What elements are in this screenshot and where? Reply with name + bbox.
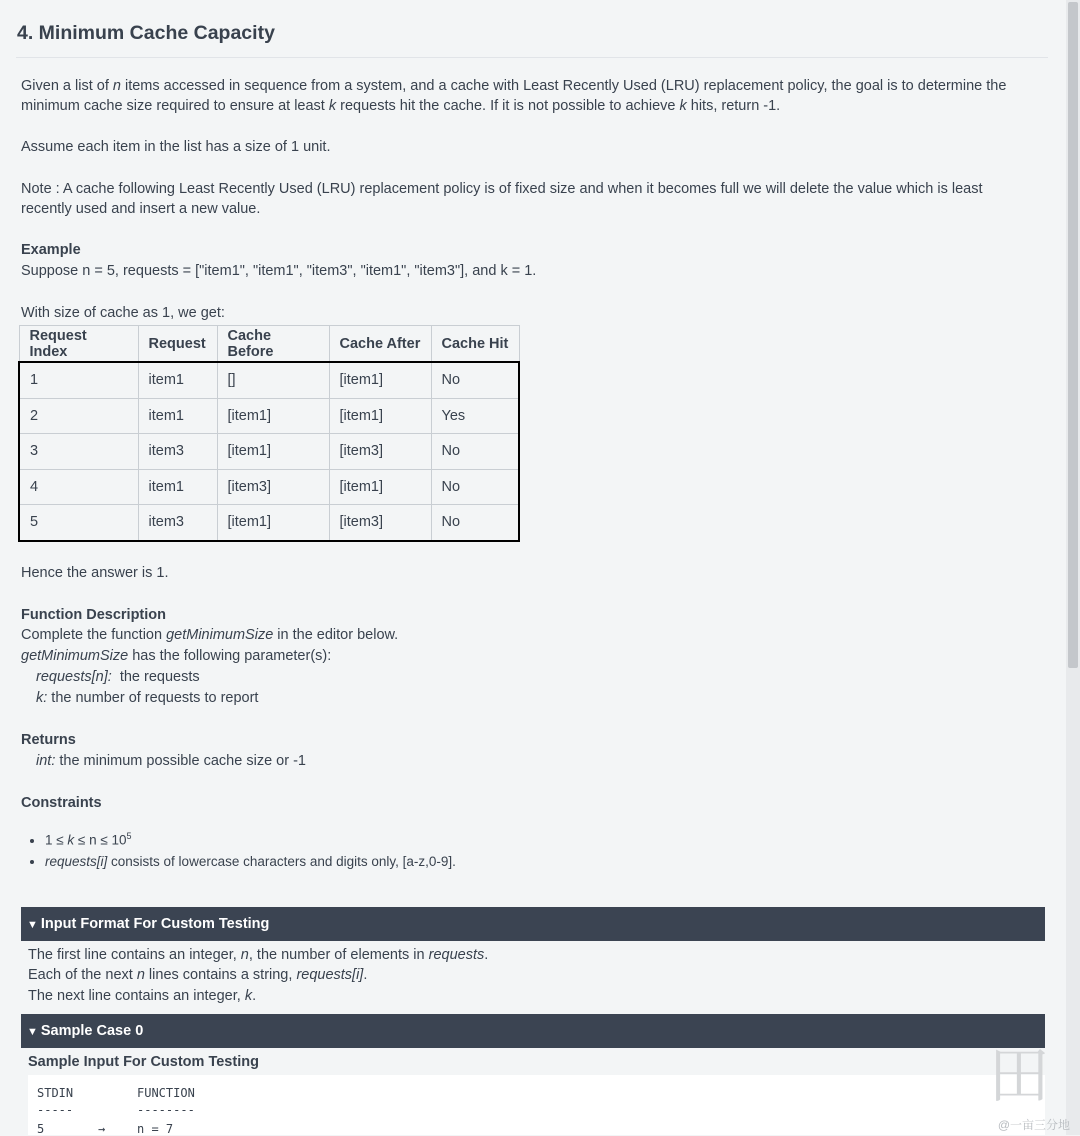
table-cell: [item1]: [329, 469, 431, 505]
list-item: • requests[i] consists of lowercase characters and digits only, [a-z,0-9].: [45, 851, 456, 872]
table-cell: [item1]: [329, 398, 431, 434]
column-header: Cache After: [329, 326, 431, 363]
table-row: [19, 469, 519, 505]
function-signature-line: getMinimumSize has the following parameter(s):: [21, 648, 332, 664]
scrollbar-thumb[interactable]: [1068, 2, 1078, 668]
arrow-icon: →: [98, 1122, 106, 1136]
returns-heading: Returns: [21, 732, 76, 748]
function-value: n = 7: [137, 1122, 174, 1136]
table-cell: [item3]: [329, 434, 431, 470]
column-header: Request: [138, 326, 217, 363]
table-row: [19, 362, 519, 398]
table-row: [19, 505, 519, 541]
table-cell: item1: [138, 469, 217, 505]
sample-input-code-block: [28, 1075, 1045, 1135]
function-header: FUNCTION: [137, 1086, 195, 1100]
input-format-line-3: The next line contains an integer, k.: [28, 988, 257, 1004]
vertical-scrollbar[interactable]: [1066, 0, 1080, 1135]
list-item: • $1 \le k \le n \le 10^5$: [45, 826, 456, 851]
table-row: [19, 398, 519, 434]
table-cell: No: [431, 362, 519, 398]
unit-size-note: Assume each item in the list has a size of 1 unit.: [21, 139, 331, 155]
input-format-toggle[interactable]: ▼ Input Format For Custom Testing: [21, 907, 1045, 941]
triangle-down-icon: ▼: [27, 1026, 38, 1038]
input-format-line-1: The first line contains an integer, n, the number of elements in requests.: [28, 947, 489, 963]
table-cell: 4: [19, 469, 138, 505]
table-cell: 5: [19, 505, 138, 541]
stdin-divider: -----: [37, 1103, 74, 1117]
table-cell: []: [217, 362, 329, 398]
function-description-heading: Function Description: [21, 607, 166, 623]
watermark-logo-icon: 田: [987, 1039, 1050, 1112]
table-cell: [item3]: [329, 505, 431, 541]
lru-note: Note : A cache following Least Recently Used (LRU) replacement policy is of fixed size and when it becomes full we will delete the value which is least recently used and insert a new value.: [21, 181, 983, 217]
returns-line: int: the minimum possible cache size or -1: [36, 753, 306, 769]
table-cell: [item1]: [217, 505, 329, 541]
column-header: Request Index: [19, 326, 138, 363]
table-cell: [item1]: [329, 362, 431, 398]
input-format-line-2: Each of the next n lines contains a string, requests[i].: [28, 967, 368, 983]
table-cell: No: [431, 469, 519, 505]
parameter-k: k: the number of requests to report: [36, 690, 259, 706]
title-divider: [16, 57, 1048, 58]
column-header: Cache Hit: [431, 326, 519, 363]
table-cell: [item1]: [217, 434, 329, 470]
sample-input-heading: Sample Input For Custom Testing: [28, 1054, 259, 1070]
table-cell: Yes: [431, 398, 519, 434]
watermark-text: @一亩三分地: [997, 1118, 1070, 1132]
table-cell: [item3]: [217, 469, 329, 505]
page-title: 4. Minimum Cache Capacity: [17, 22, 275, 44]
example-answer: Hence the answer is 1.: [21, 565, 169, 581]
table-cell: 3: [19, 434, 138, 470]
stdin-value: 5: [37, 1122, 45, 1136]
table-cell: 2: [19, 398, 138, 434]
example-table: [18, 325, 520, 542]
column-header: Cache Before: [217, 326, 329, 363]
parameter-requests: requests[n]: the requests: [36, 669, 200, 685]
table-cell: No: [431, 434, 519, 470]
triangle-down-icon: ▼: [27, 919, 38, 931]
table-row: [19, 434, 519, 470]
table-cell: No: [431, 505, 519, 541]
example-heading: Example: [21, 242, 81, 258]
table-cell: [item1]: [217, 398, 329, 434]
stdin-header: STDIN: [37, 1086, 74, 1100]
constraints-heading: Constraints: [21, 795, 102, 811]
function-divider: --------: [137, 1103, 195, 1117]
table-cell: item3: [138, 434, 217, 470]
intro-paragraph: Given a list of n items accessed in sequence from a system, and a cache with Least Recently Used (LRU) replacement policy, the goal is to determine the minimum cache size required to ensure at least k requests hit the cache. If it is not possible to achieve k hits, return -1.: [21, 78, 1007, 114]
function-description-line: Complete the function getMinimumSize in the editor below.: [21, 627, 399, 643]
example-line: Suppose n = 5, requests = ["item1", "item1", "item3", "item1", "item3"], and k = 1.: [21, 263, 537, 279]
table-cell: item1: [138, 362, 217, 398]
table-cell: item3: [138, 505, 217, 541]
constraints-list: [26, 826, 456, 872]
table-cell: item1: [138, 398, 217, 434]
table-header-row: [19, 326, 519, 363]
example-cache-size-line: With size of cache as 1, we get:: [21, 305, 225, 321]
table-cell: 1: [19, 362, 138, 398]
sample-case-toggle[interactable]: ▼ Sample Case 0: [21, 1014, 1045, 1048]
